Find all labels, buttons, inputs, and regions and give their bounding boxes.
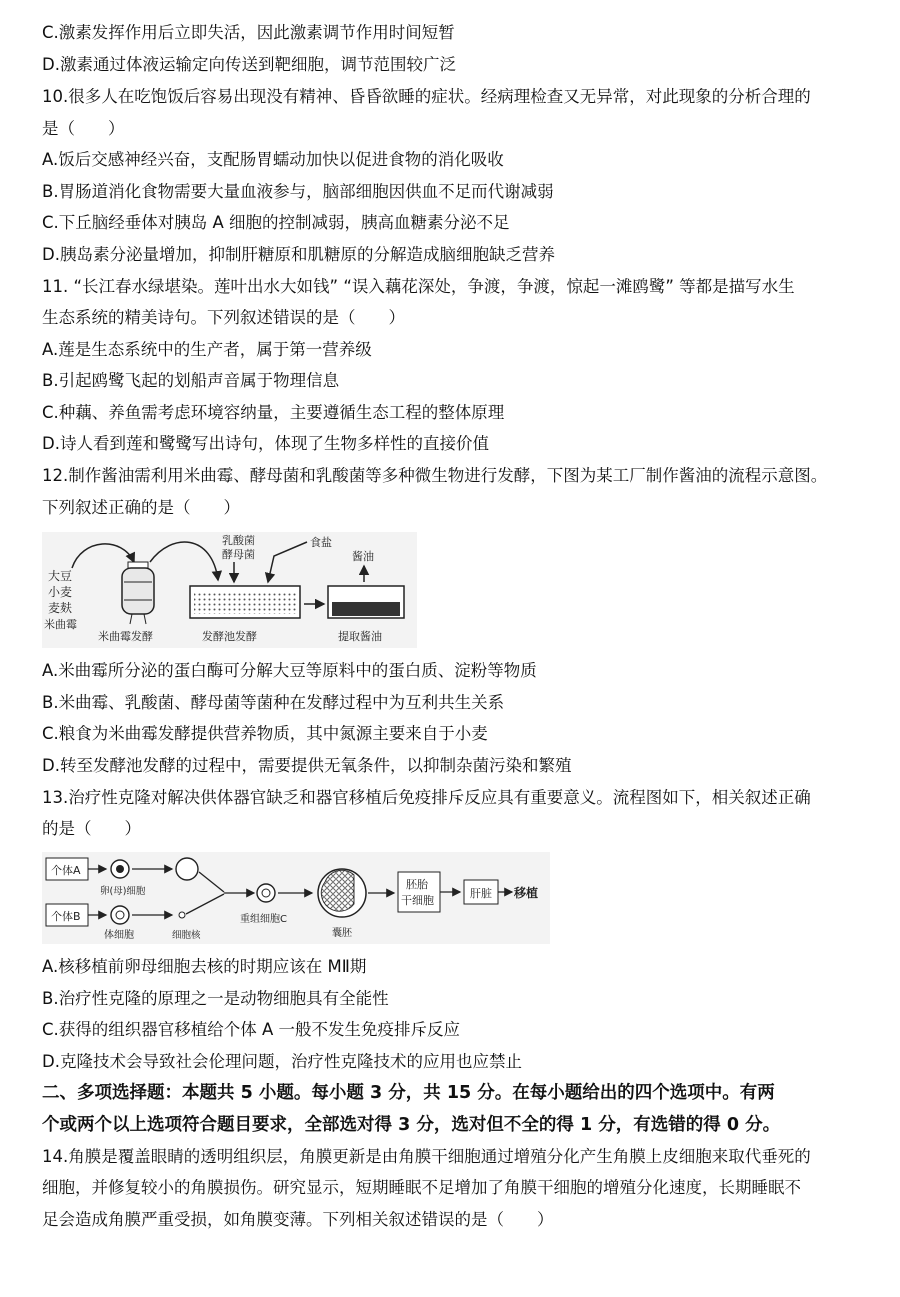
option-b-q12: B.米曲霉、乳酸菌、酵母菌等菌种在发酵过程中为互利共生关系	[42, 693, 505, 712]
label-body-cell: 体细胞	[104, 930, 134, 941]
option-c-q9: C.激素发挥作用后立即失活，因此激素调节作用时间短暂	[42, 23, 455, 42]
question-13-stem-cont: 的是（ ）	[42, 819, 141, 838]
section-heading-multiple-choice: 二、多项选择题：本题共 5 小题。每小题 3 分，共 15 分。在每小题给出的四个选项中。有两	[42, 1083, 775, 1103]
label-lactobacillus: 乳酸菌	[222, 534, 255, 547]
label-nucleus: 细胞核	[172, 930, 201, 941]
arrow-fermenter-to-pool	[150, 542, 218, 580]
fermenter-vessel	[122, 562, 154, 624]
option-b-q13: B.治疗性克隆的原理之一是动物细胞具有全能性	[42, 989, 389, 1008]
label-soy-sauce: 酱油	[352, 550, 374, 563]
label-blastocyst: 囊胚	[332, 928, 352, 939]
option-d-q10: D.胰岛素分泌量增加，抑制肝糖原和肌糖原的分解造成脑细胞缺乏营养	[42, 245, 555, 264]
option-d-q13: D.克隆技术会导致社会伦理问题，治疗性克隆技术的应用也应禁止	[42, 1052, 522, 1071]
body-cell-nucleus	[116, 911, 124, 919]
option-c-q13: C.获得的组织器官移植给个体 A 一般不发生免疫排斥反应	[42, 1020, 461, 1039]
therapeutic-cloning-diagram	[42, 852, 550, 944]
egg-nucleus	[116, 865, 124, 873]
question-11-stem: 11. “长江春水绿堪染。莲叶出水大如钱” “误入藕花深处，争渡，争渡，惊起一滩鸥鹭” 等都是描写水生	[42, 277, 795, 296]
label-recombinant-cell: 重组细胞C	[240, 914, 287, 925]
label-stem-cell-1: 胚胎	[406, 878, 428, 891]
input-aspergillus: 米曲霉	[44, 618, 77, 631]
isolated-nucleus	[179, 912, 185, 918]
question-14-stem-cont-1: 细胞，并修复较小的角膜损伤。研究显示，短期睡眠不足增加了角膜干细胞的增殖分化速度，长期睡眠不	[42, 1178, 801, 1197]
extraction-tank	[328, 586, 404, 618]
option-b-q11: B.引起鸥鹭飞起的划船声音属于物理信息	[42, 371, 340, 390]
fermentation-pool	[190, 586, 300, 618]
label-yeast: 酵母菌	[222, 548, 255, 561]
option-c-q11: C.种藕、养鱼需考虑环境容纳量，主要遵循生态工程的整体原理	[42, 403, 505, 422]
label-aspergillus-fermentation: 米曲霉发酵	[98, 630, 153, 643]
question-10-stem-cont: 是（ ）	[42, 119, 125, 138]
question-13-stem: 13.治疗性克隆对解决供体器官缺乏和器官移植后免疫排斥反应具有重要意义。流程图如下，相关叙述正确	[42, 788, 811, 807]
label-individual-a: 个体A	[51, 864, 81, 877]
enucleated-egg	[176, 858, 198, 880]
label-stem-cell-2: 干细胞	[401, 894, 434, 907]
label-transplant: 移植	[514, 886, 539, 900]
option-d-q12: D.转至发酵池发酵的过程中，需要提供无氧条件，以抑制杂菌污染和繁殖	[42, 756, 572, 775]
label-extraction: 提取酱油	[338, 630, 382, 643]
question-10-stem: 10.很多人在吃饱饭后容易出现没有精神、昏昏欲睡的症状。经病理检查又无异常，对此现象的分析合理的	[42, 87, 811, 106]
arrow-salt	[268, 542, 307, 582]
option-b-q10: B.胃肠道消化食物需要大量血液参与，脑部细胞因供血不足而代谢减弱	[42, 182, 554, 201]
input-bran: 麦麸	[48, 601, 73, 615]
label-pool-fermentation: 发酵池发酵	[202, 630, 257, 643]
question-14-stem: 14.角膜是覆盖眼睛的透明组织层，角膜更新是由角膜干细胞通过增殖分化产生角膜上皮细胞来取代垂死的	[42, 1147, 811, 1166]
option-a-q10: A.饭后交感神经兴奋，支配肠胃蠕动加快以促进食物的消化吸收	[42, 150, 504, 169]
option-a-q13: A.核移植前卵母细胞去核的时期应该在 MⅡ期	[42, 957, 367, 976]
label-salt: 食盐	[310, 536, 332, 549]
input-wheat: 小麦	[48, 585, 73, 599]
label-liver: 肝脏	[470, 887, 492, 900]
label-individual-b: 个体B	[51, 910, 81, 923]
option-c-q12: C.粮食为米曲霉发酵提供营养物质，其中氮源主要来自于小麦	[42, 724, 488, 743]
input-soybean: 大豆	[48, 569, 73, 583]
option-a-q12: A.米曲霉所分泌的蛋白酶可分解大豆等原料中的蛋白质、淀粉等物质	[42, 661, 537, 680]
question-14-stem-cont-2: 足会造成角膜严重受损，如角膜变薄。下列相关叙述错误的是（ ）	[42, 1210, 554, 1229]
question-11-stem-cont: 生态系统的精美诗句。下列叙述错误的是（ ）	[42, 308, 405, 327]
option-c-q10: C.下丘脑经垂体对胰岛 A 细胞的控制减弱，胰高血糖素分泌不足	[42, 213, 510, 232]
label-egg-cell: 卵(母)细胞	[100, 886, 146, 897]
question-12-stem: 12.制作酱油需利用米曲霉、酵母菌和乳酸菌等多种微生物进行发酵，下图为某工厂制作酱油的流程示意图。	[42, 466, 828, 485]
question-12-stem-cont: 下列叙述正确的是（ ）	[42, 498, 240, 517]
soy-sauce-process-diagram	[42, 532, 417, 648]
option-d-q9: D.激素通过体液运输定向传送到靶细胞，调节范围较广泛	[42, 55, 456, 74]
arrow-materials-to-fermenter	[72, 544, 134, 568]
section-heading-multiple-choice-cont: 个或两个以上选项符合题目要求，全部选对得 3 分，选对但不全的得 1 分，有选错的得 0 分。	[42, 1115, 781, 1135]
option-a-q11: A.莲是生态系统中的生产者，属于第一营养级	[42, 340, 372, 359]
option-d-q11: D.诗人看到莲和鹭鹭写出诗句，体现了生物多样性的直接价值	[42, 434, 489, 453]
